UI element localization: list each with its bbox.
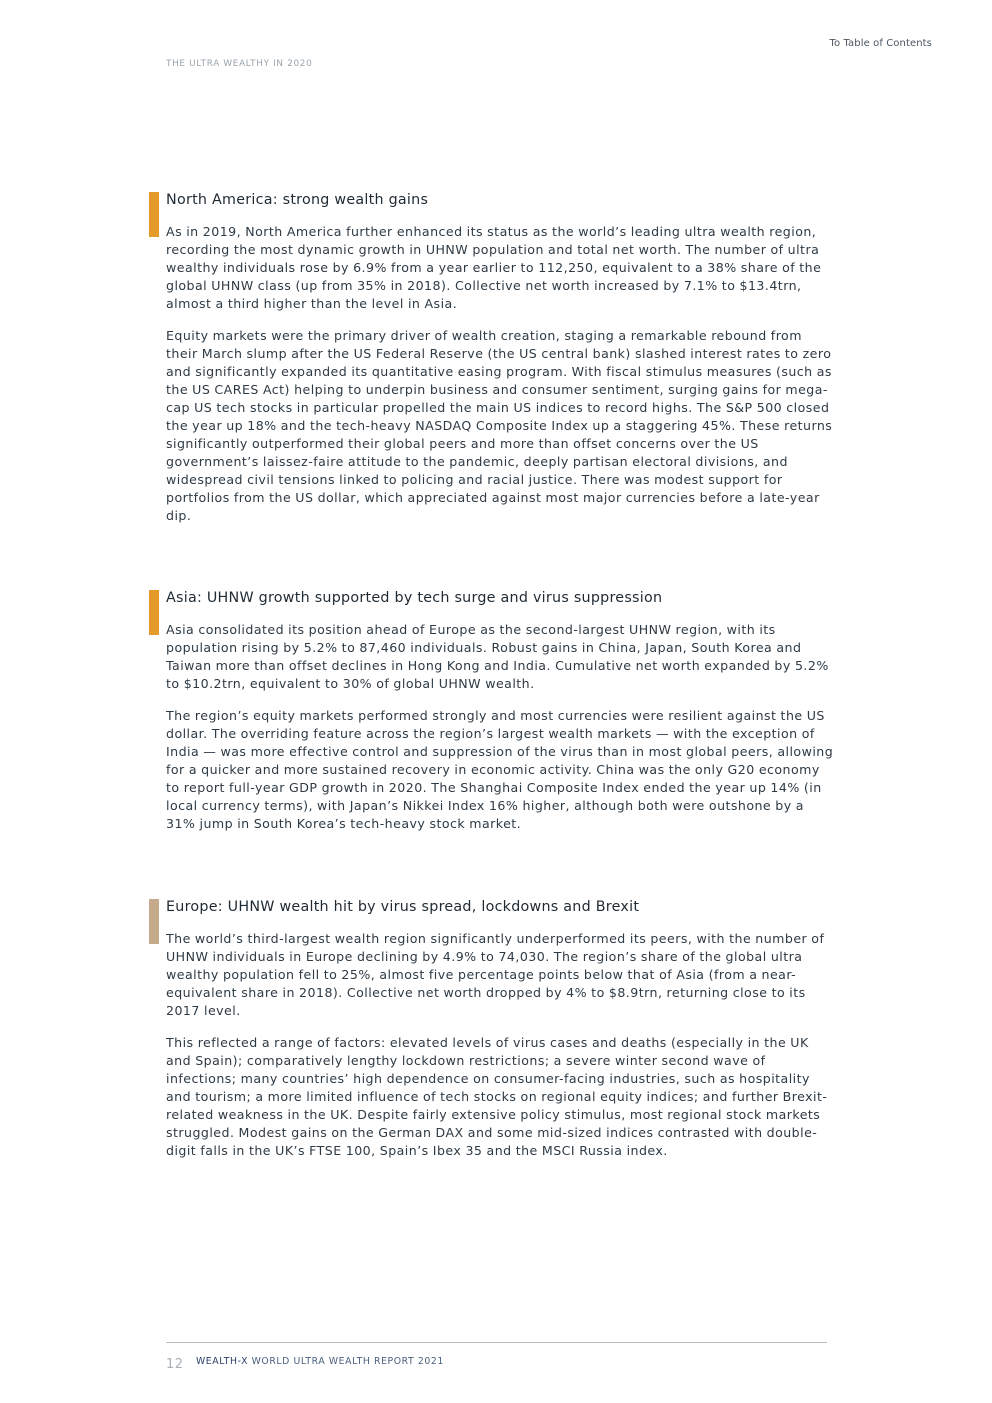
section-accent-bar <box>149 192 159 237</box>
section-europe <box>166 899 836 1160</box>
section-accent-bar <box>149 899 159 944</box>
page-number: 12 <box>166 1357 184 1372</box>
section-heading: North America: strong wealth gains <box>166 192 429 208</box>
section-north-america <box>166 192 836 525</box>
footer-divider <box>166 1342 827 1343</box>
running-header: THE ULTRA WEALTHY IN 2020 <box>166 59 313 69</box>
footer-report-title <box>196 1356 444 1367</box>
table-of-contents-link[interactable]: To Table of Contents <box>829 38 932 49</box>
section-asia <box>166 590 836 833</box>
section-paragraph: Asia consolidated its position ahead of Europe as the second-largest UHNW region, with its population rising by 5.2% to 87,460 individuals. Robust gains in China, Japan, South Korea and Taiwan more than offset declines in Hong Kong and India. Cumulative net worth expanded by 5.2% to $10.2trn, equivalent to 30% of global UHNW wealth. <box>166 622 829 691</box>
footer-brand: WEALTH-X <box>196 1356 249 1367</box>
section-heading: Asia: UHNW growth supported by tech surge and virus suppression <box>166 590 663 606</box>
footer-report-name: WORLD ULTRA WEALTH REPORT 2021 <box>248 1356 444 1367</box>
section-paragraph: This reflected a range of factors: elevated levels of virus cases and deaths (especially in the UK and Spain); comparatively lengthy lockdown restrictions; a severe winter second wave of infections; many countries’ high dependence on consumer-facing industries, such as hospitality and tourism; a more limited influence of tech stocks on regional equity indices; and further Brexit-related weakness in the UK. Despite fairly extensive policy stimulus, most regional stock markets struggled. Modest gains on the German DAX and some mid-sized indices contrasted with double-digit falls in the UK’s FTSE 100, Spain’s Ibex 35 and the MSCI Russia index. <box>166 1035 828 1158</box>
section-accent-bar <box>149 590 159 635</box>
section-paragraph: As in 2019, North America further enhanced its status as the world’s leading ultra wealth region, recording the most dynamic growth in UHNW population and total net worth. The number of ultra wealthy individuals rose by 6.9% from a year earlier to 112,250, equivalent to a 38% share of the global UHNW class (up from 35% in 2018). Collective net worth increased by 7.1% to $13.4trn, almost a third higher than the level in Asia. <box>166 224 822 311</box>
section-heading: Europe: UHNW wealth hit by virus spread, lockdowns and Brexit <box>166 899 640 915</box>
section-paragraph: The world’s third-largest wealth region significantly underperformed its peers, with the number of UHNW individuals in Europe declining by 4.9% to 74,030. The region’s share of the global ultra wealthy population fell to 25%, almost five percentage points below that of Asia (from a near-equivalent share in 2018). Collective net worth dropped by 4% to $8.9trn, returning close to its 2017 level. <box>166 931 825 1018</box>
section-paragraph: Equity markets were the primary driver of wealth creation, staging a remarkable rebound from their March slump after the US Federal Reserve (the US central bank) slashed interest rates to zero and significantly expanded its quantitative easing program. With fiscal stimulus measures (such as the US CARES Act) helping to underpin business and consumer sentiment, surging gains for mega-cap US tech stocks in particular propelled the main US indices to record highs. The S&P 500 closed the year up 18% and the tech-heavy NASDAQ Composite Index up a staggering 45%. These returns significantly outperformed their global peers and more than offset concerns over the US government’s laissez-faire attitude to the pandemic, deeply partisan electoral divisions, and widespread civil tensions linked to policing and racial justice. There was modest support for portfolios from the US dollar, which appreciated against most major currencies before a late-year dip. <box>166 328 833 523</box>
section-paragraph: The region’s equity markets performed strongly and most currencies were resilient against the US dollar. The overriding feature across the region’s largest wealth markets — with the exception of India — was more effective control and suppression of the virus than in most global peers, allowing for a quicker and more sustained recovery in economic activity. China was the only G20 economy to report full-year GDP growth in 2020. The Shanghai Composite Index ended the year up 14% (in local currency terms), with Japan’s Nikkei Index 16% higher, although both were outshone by a 31% jump in South Korea’s tech-heavy stock market. <box>166 708 834 831</box>
